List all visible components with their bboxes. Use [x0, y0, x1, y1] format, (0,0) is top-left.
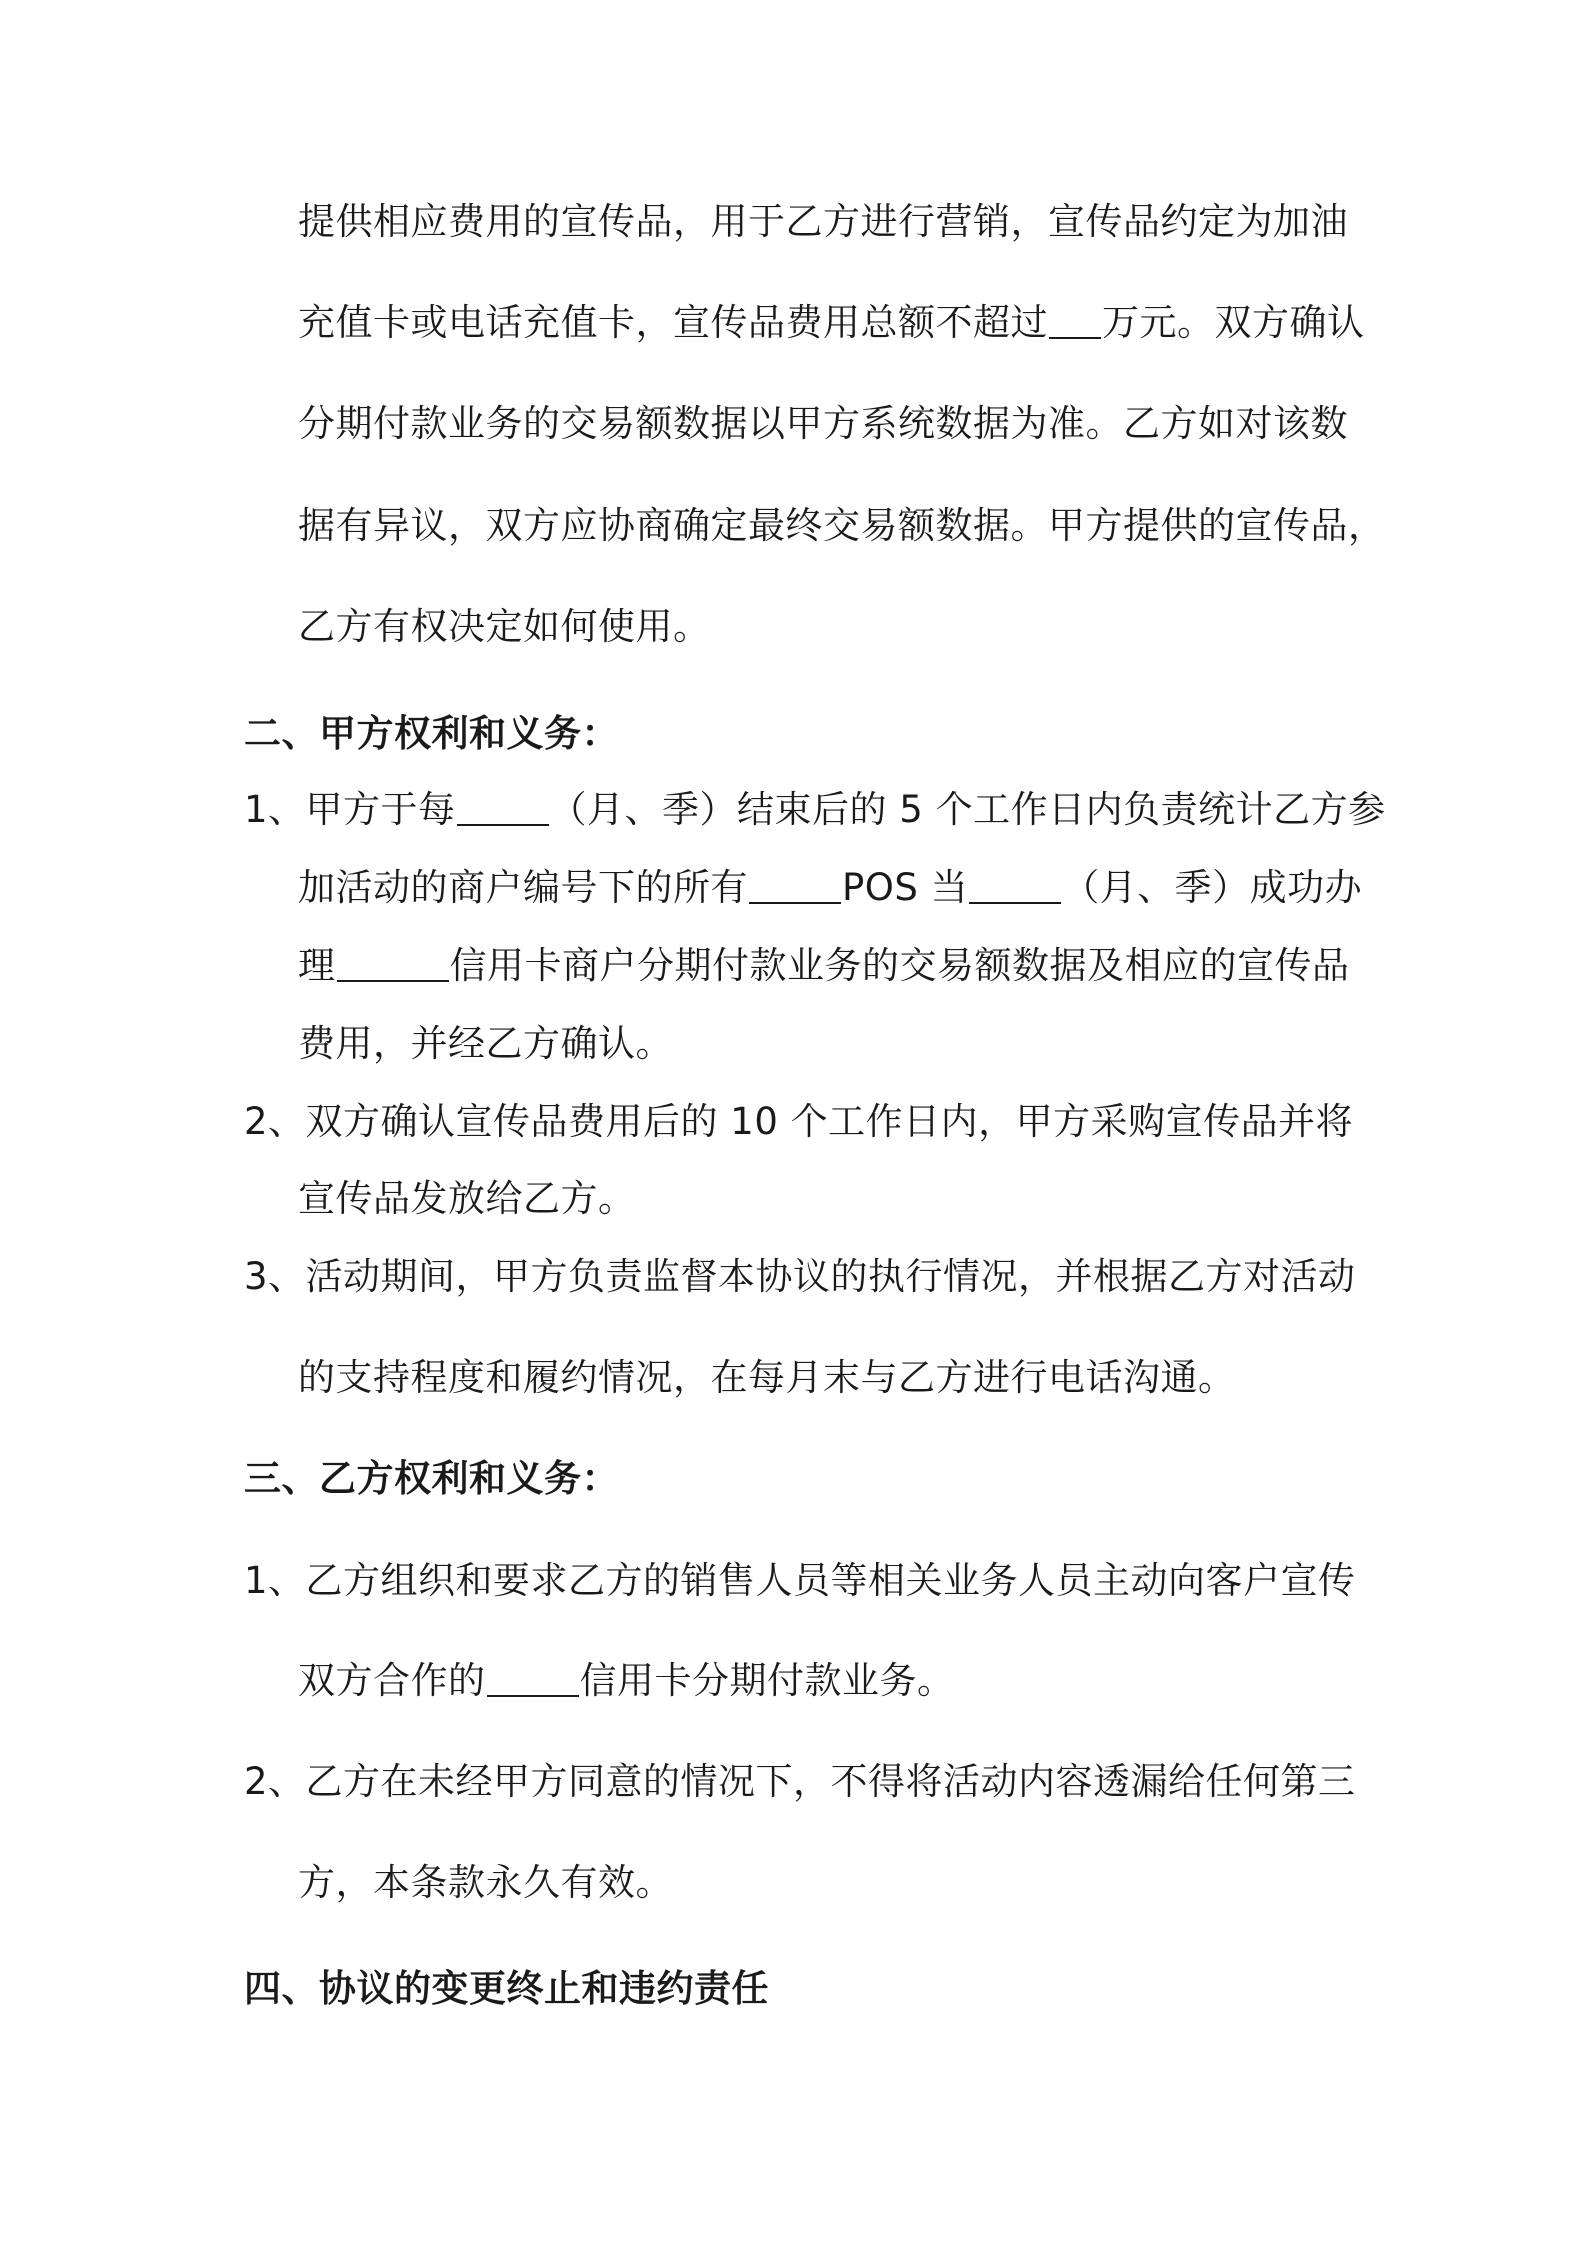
- section-2-item-1-line-4: [298, 1022, 673, 1066]
- text: 2、双方确认宣传品费用后的 10 个工作日内，甲方采购宣传品并将: [244, 1100, 1354, 1143]
- text: POS 当: [842, 866, 969, 909]
- text: 费用，并经乙方确认。: [298, 1022, 673, 1065]
- text: 乙方有权决定如何使用。: [298, 605, 711, 648]
- text: 据有异议，双方应协商确定最终交易额数据。甲方提供的宣传品，: [298, 504, 1386, 547]
- section-2-item-1-line-1: [244, 788, 1386, 832]
- section-2-item-3-line-2: [298, 1356, 1236, 1400]
- fill-in-blank: [1049, 303, 1101, 339]
- intro-line-5: [298, 605, 711, 649]
- section-3-item-1-line-1: [244, 1559, 1356, 1603]
- intro-line-2: [298, 301, 1365, 345]
- section-3-item-2-line-1: [244, 1760, 1356, 1804]
- text: （月、季）结束后的 5 个工作日内负责统计乙方参: [549, 788, 1386, 831]
- section-3-item-1-line-2: [298, 1659, 955, 1703]
- text: 信用卡分期付款业务。: [579, 1659, 955, 1702]
- text: 信用卡商户分期付款业务的交易额数据及相应的宣传品: [449, 944, 1350, 987]
- intro-line-1: [298, 200, 1348, 244]
- fill-in-blank: [969, 868, 1061, 904]
- text: 3、活动期间，甲方负责监督本协议的执行情况，并根据乙方对活动: [244, 1255, 1356, 1298]
- section-2-item-1-line-3: [298, 944, 1350, 988]
- fill-in-blank: [337, 946, 449, 982]
- text: 提供相应费用的宣传品，用于乙方进行营销，宣传品约定为加油: [298, 200, 1348, 243]
- text: 2、乙方在未经甲方同意的情况下，不得将活动内容透漏给任何第三: [244, 1760, 1356, 1803]
- text: 1、乙方组织和要求乙方的销售人员等相关业务人员主动向客户宣传: [244, 1559, 1356, 1602]
- text: 三、乙方权利和义务：: [244, 1457, 619, 1500]
- text: 宣传品发放给乙方。: [298, 1177, 636, 1220]
- section-3-heading: [244, 1457, 619, 1501]
- text: 的支持程度和履约情况，在每月末与乙方进行电话沟通。: [298, 1356, 1236, 1399]
- text: 四、协议的变更终止和违约责任: [244, 1967, 769, 2010]
- section-2-item-3-line-1: [244, 1255, 1356, 1299]
- intro-line-4: [298, 504, 1386, 548]
- text: （月、季）成功办: [1062, 866, 1363, 909]
- intro-line-3: [298, 402, 1348, 446]
- text: 分期付款业务的交易额数据以甲方系统数据为准。乙方如对该数: [298, 402, 1348, 445]
- section-2-item-1-line-2: [298, 866, 1362, 910]
- text: 方，本条款永久有效。: [298, 1861, 673, 1904]
- text: 充值卡或电话充值卡，宣传品费用总额不超过: [298, 301, 1048, 344]
- section-2-item-2-line-1: [244, 1100, 1353, 1144]
- text: 加活动的商户编号下的所有: [298, 866, 748, 909]
- fill-in-blank: [749, 868, 841, 904]
- section-2-heading: [244, 712, 619, 756]
- section-2-item-2-line-2: [298, 1177, 636, 1221]
- section-3-item-2-line-2: [298, 1861, 673, 1905]
- text: 万元。双方确认: [1102, 301, 1365, 344]
- text: 1、甲方于每: [244, 788, 456, 831]
- text: 二、甲方权利和义务：: [244, 712, 619, 755]
- fill-in-blank: [457, 790, 549, 826]
- text: 双方合作的: [298, 1659, 486, 1702]
- text: 理: [298, 944, 336, 987]
- section-4-heading: [244, 1967, 769, 2011]
- fill-in-blank: [487, 1661, 579, 1697]
